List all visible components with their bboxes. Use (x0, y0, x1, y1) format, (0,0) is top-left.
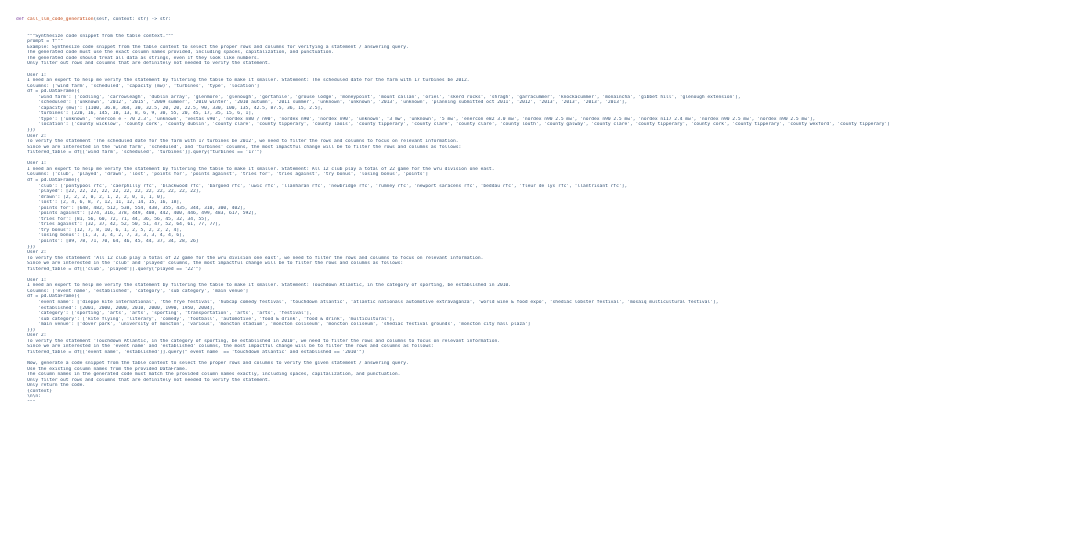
code-line: Use the existing column names from the provided DataFrame. (16, 366, 188, 372)
code-line: 'played': [22, 22, 22, 22, 22, 22, 22, 22, 22, 22, 22, 22], (16, 189, 202, 195)
code-line: Example: Synthesize code snippet from the table context to select the proper rows and columns for verifying a statement / answering query. (16, 44, 409, 50)
code-line: Only return the code. (16, 383, 86, 389)
code-line: 'points': [89, 78, 71, 70, 64, 46, 45, 44, 37, 34, 28, 26] (16, 238, 199, 244)
code-line: prompt = f""" (16, 39, 64, 45)
code-line: The generated code should treat all data as strings, even if they look like numbers. (16, 55, 260, 61)
code-line: 'try bonus': [12, 7, 8, 10, 6, 1, 2, 5, 2, 2, 2, 4], (16, 227, 182, 233)
code-line: I need an expert to help me verify the statement by filtering the table to make it smaller. Statement: The scheduled date for the farm with 17 turbines be 2012. (16, 78, 470, 84)
code-line: User 2: (16, 250, 47, 256)
code-line: 'established': [2001, 2000, 2000, 2010, 2000, 1990, 1950, 2004], (16, 305, 216, 311)
code-line: To verify the statement 'All 12 club play a total of 22 game for the wru division one east', we need to filter the rows and columns to focus on relevant information. (16, 255, 484, 261)
code-line: 'wind farm': ['codling', 'carrowleagh', 'dublin array', 'glenmore', 'glenough', 'gortahile', 'grouse lodge', 'moneypoint', 'mount callan', 'oriel', 'skerd rocks', 'shragh', 'garracummer', 'knockacummer', 'monaincha', 'gibbet hill', 'glenough extension'], (16, 94, 741, 100)
code-line: Now, generate a code snippet from the table context to select the proper rows and columns to verify the given statement / answering query. (16, 361, 409, 366)
code-line: 'lost': [2, 4, 6, 8, 7, 12, 11, 12, 14, 15, 16, 18], (16, 200, 182, 206)
code-line: df = pd.DataFrame({ (16, 89, 80, 95)
code-line: """ (16, 399, 36, 405)
code-line: 'drawn': [2, 2, 2, 0, 2, 1, 2, 2, 0, 1, 1, 0], (16, 194, 166, 200)
code-line: 'sub category': ['kite flying', 'literary', 'comedy', 'football', 'automotive', 'food & drink', 'food & drink', 'multicultural'], (16, 316, 395, 322)
code-line: {context} (16, 388, 52, 394)
code-line: 'category': ['sporting', 'arts', 'arts', 'sporting', 'transportation', 'arts', 'arts', 'festival'], (16, 311, 312, 317)
code-line: \n\n: (16, 394, 41, 400)
code-line: 'type': ['unknown', 'enercon e - 70 2.3', 'unknown', 'vestas v90', 'nordex n80 / n90', 'nordex n90', 'nordex n90', 'unknown', '3 mw', 'unknown', '5 mw', 'enercon e82 3.0 mw', 'nordex n90 2.5 mw', 'nordex n90 2.5 mw', 'nordex n117 2.4 mw', 'nordex n90 2.5 mw', 'nordex n90 2.5 mw'], (16, 116, 816, 122)
code-line: Columns: ['club', 'played', 'drawn', 'lost', 'points for', 'points against', 'tries for', 'tries against', 'try bonus', 'losing bonus', 'points'] (16, 172, 429, 178)
code-line: filtered_table = df[['wind farm', 'scheduled', 'turbines']].query("turbines == '17'") (16, 150, 263, 156)
function-params: (self, context: str) -> str: (93, 17, 171, 23)
code-line: I need an expert to help me verify the statement by filtering the table to make it smaller. Statement: Touchdown Atlantic, in the category of sporting, be established in 2010. (16, 283, 512, 289)
code-line: 'tries against': [32, 37, 42, 52, 50, 51, 47, 52, 64, 61, 77, 77], (16, 222, 221, 228)
code-line: 'points for': [648, 482, 512, 538, 554, 438, 355, 435, 344, 310, 300, 402], (16, 205, 246, 211)
code-line: User 2: (16, 333, 47, 339)
code-line: df = pd.DataFrame({ (16, 177, 80, 183)
code-line: }}) (16, 128, 36, 134)
code-editor (16, 6, 1074, 411)
code-line: """Synthesize code snippet from the table context.""" (16, 33, 174, 39)
code-line: Since we are interested in the 'wind farm', 'scheduled', and 'turbines' columns, the most impactful change will be to filter the rows and columns as follows: (16, 144, 462, 150)
code-line: To verify the statement 'Touchdown Atlantic, in the category of sporting, be established in 2010', we need to filter the rows and columns to focus on relevant information. (16, 338, 500, 344)
code-line: df = pd.DataFrame({ (16, 294, 80, 300)
code-line: The generated code must use the exact column names provided, including spaces, capitalization, and punctuation. (16, 50, 335, 56)
code-line: 'turbines': [220, 16, 145, 10, 13, 8, 6, 9, 30, 55, 20, 45, 17, 35, 15, 6, 1], (16, 111, 254, 117)
code-line: User 1: (16, 277, 47, 283)
code-line: I need an expert to help me verify the statement by filtering the table to make it smaller. Statement: All 12 club play a total of 22 game for the wru division one east. (16, 166, 495, 172)
code-line: 'points against': [274, 316, 378, 449, 408, 442, 400, 446, 499, 483, 617, 592], (16, 211, 257, 217)
code-line: 'losing bonus': [1, 3, 3, 4, 2, 7, 3, 3, 3, 4, 4, 6], (16, 233, 185, 239)
code-line: 'location': ['county wicklow', 'county cork', 'county dublin', 'county clare', 'county tipperary', 'county laois', 'county tipperary', 'county clare', 'county clare', 'county louth', 'county galway', 'county clare', 'county tipperary', 'county cork', 'county tipperary', 'county wexford', 'county tipperary'] (16, 122, 890, 128)
code-line: User 1: (16, 72, 47, 78)
code-line: Since we are interested in the 'event name' and 'established' columns, the most impactful change will be to filter the rows and columns as follows: (16, 344, 434, 350)
code-line: 'capacity (mw)': [1100, 36.8, 364, 30, 32.5, 20, 20, 22.5, 90, 330, 100, 135, 42.5, 87.5, 36, 15, 2.5], (16, 105, 323, 111)
code-line: Columns: ['event name', 'established', 'category', 'sub category', 'main venue'] (16, 288, 249, 294)
code-line: 'event name': ['dieppe kite international', 'the frye festival', 'hubcap comedy festival', 'touchdown atlantic', 'atlantic nationals automotive extravaganza', 'world wine & food expo', 'shediac lobster festival', 'mosaiq multicultural festival'], (16, 299, 719, 305)
code-line: Columns: ['wind farm', 'scheduled', 'capacity (mw)', 'turbines', 'type', 'location'] (16, 83, 260, 89)
code-line: 'club': ['pontypool rfc', 'caerphilly rfc', 'blackwood rfc', 'bargoed rfc', 'uwic rfc', 'llanharan rfc', 'newbridge rfc', 'rumney rfc', 'newport saracens rfc', 'beddau rfc', 'fleur de lys rfc', 'llantrisant rfc'], (16, 183, 628, 189)
code-line: }}) (16, 244, 36, 250)
code-line: 'scheduled': ['unknown', '2012', '2015', '2009 summer', '2010 winter', '2010 autumn', '2011 summer', 'unknown', 'unknown', '2013', 'unknown', 'planning submitted oct 2011', '2012', '2013', '2013', '2013', '2013'], (16, 100, 628, 106)
code-line: Since we are interested in the 'club' and 'played' columns, the most impactful change will be to filter the rows and columns as follows: (16, 261, 404, 267)
code-line: 'tries for': [81, 56, 60, 72, 71, 44, 36, 56, 45, 32, 34, 55], (16, 216, 210, 222)
code-line: filtered_table = df[['event name', 'established']].query("`event name` == 'touchdown atlantic' and established == '2010'") (16, 349, 365, 355)
def-keyword: def (16, 17, 28, 23)
function-name: call_llm_code_generation (27, 17, 94, 23)
code-line: Only filter out rows and columns that are definitely not needed to verify the statement. (16, 61, 271, 67)
code-line: User 1: (16, 161, 47, 167)
code-line: Only filter out rows and columns that are definitely not needed to verify the statement. (16, 377, 271, 383)
code-line: 'main venue': ['dover park', 'university of moncton', 'various', 'moncton stadium', 'moncton coliseum', 'moncton coliseum', 'shediac festival grounds', 'moncton city hall plaza'] (16, 322, 531, 328)
code-line: To verify the statement 'The scheduled date for the farm with 17 turbines be 2012', we need to filter the rows and columns to focus on relevant information. (16, 139, 459, 145)
function-signature (16, 17, 1074, 23)
code-body (16, 34, 1074, 406)
code-line: User 2: (16, 133, 47, 139)
code-line: filtered_table = df[['club', 'played']].query("played == '22'") (16, 266, 202, 272)
code-line: The column names in the generated code must match the provided column names exactly, including spaces, capitalization, and punctuation. (16, 372, 401, 378)
code-line: }}) (16, 327, 36, 333)
